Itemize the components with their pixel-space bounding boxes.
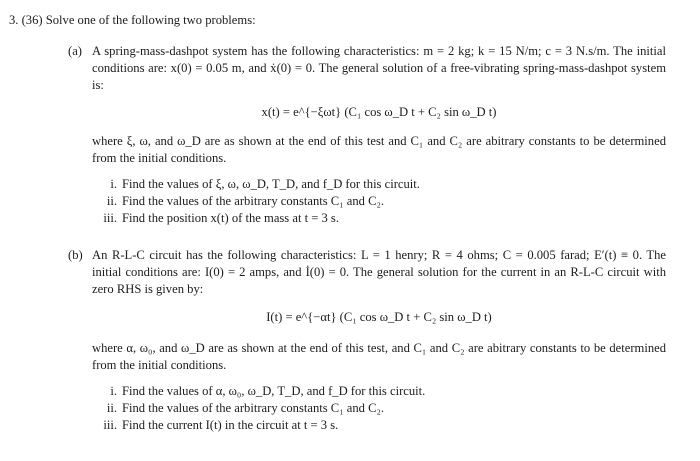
item-label: ii. [106, 401, 117, 415]
part-b-intro: An R-L-C circuit has the following characteristics: L = 1 henry; R = 4 ohms; C = 0.005 farad; E′(t) ≡ 0. The initial conditions are: I(0) = 2 amps, and İ(0) = 0. The general solution for the current in an R-L-C circuit with zero RHS is given by: [92, 248, 666, 296]
item-text: Find the values of the arbitrary constants C₁ and C₂. [122, 401, 385, 415]
problem-header: 3. (36) Solve one of the following two problems: [9, 13, 256, 27]
part-b-label: (b) [68, 248, 83, 262]
part-b-items [92, 383, 666, 434]
item-text: Find the current I(t) in the circuit at t = 3 s. [122, 418, 339, 432]
part-a-intro: A spring-mass-dashpot system has the following characteristics: m = 2 kg; k = 15 N/m; c = 3 N.s/m. The initial conditions are: x(0) = 0.05 m, and ẋ(0) = 0. The general solution of a free-vibrating spring-mass-dashpot system is: [92, 44, 666, 92]
part-a-items [92, 176, 666, 227]
item-text: Find the position x(t) of the mass at t = 3 s. [122, 211, 339, 225]
item-text: Find the values of the arbitrary constants C₁ and C₂. [122, 194, 385, 208]
list-item [92, 417, 666, 434]
part-b-equation: I(t) = e^{−αt} (C₁ cos ω_D t + C₂ sin ω_D t) [266, 310, 492, 324]
list-item [92, 400, 666, 417]
list-item [92, 176, 666, 193]
list-item [92, 210, 666, 227]
item-label: iii. [103, 211, 117, 225]
item-label: iii. [103, 418, 117, 432]
part-a-note: where ξ, ω, and ω_D are as shown at the end of this test and C₁ and C₂ are abitrary constants to be determined from the initial conditions. [92, 134, 666, 165]
part-a [68, 43, 666, 227]
list-item [92, 383, 666, 400]
part-a-label: (a) [68, 44, 82, 58]
item-label: ii. [106, 194, 117, 208]
item-label: i. [110, 177, 117, 191]
list-item [92, 193, 666, 210]
item-label: i. [110, 384, 117, 398]
part-a-equation: x(t) = e^{−ξωt} (C₁ cos ω_D t + C₂ sin ω_D t) [261, 105, 497, 119]
item-text: Find the values of α, ω₀, ω_D, T_D, and f_D for this circuit. [122, 384, 426, 398]
part-b [68, 247, 666, 434]
item-text: Find the values of ξ, ω, ω_D, T_D, and f_D for this circuit. [122, 177, 420, 191]
part-b-note: where α, ω₀, and ω_D are as shown at the end of this test, and C₁ and C₂ are abitrary constants to be determined from the initial conditions. [92, 341, 666, 372]
